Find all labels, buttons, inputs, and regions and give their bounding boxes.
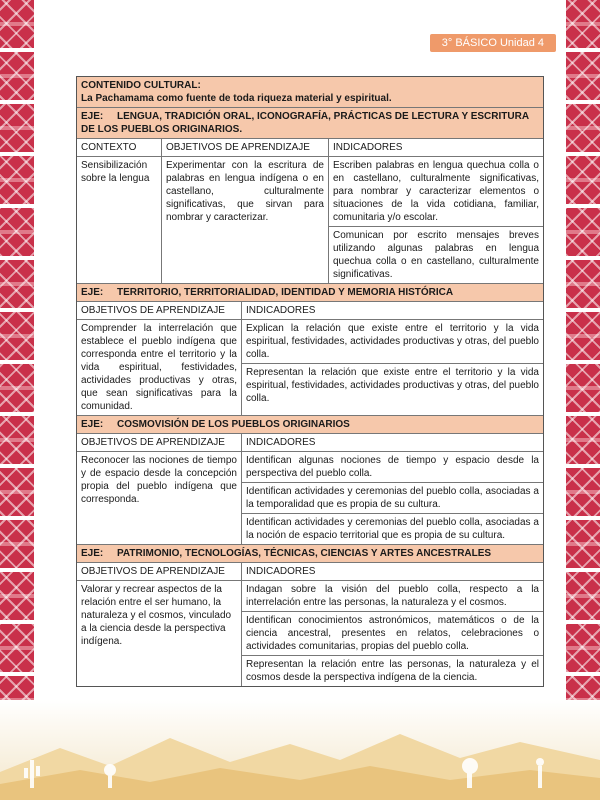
eje1-indicator-2: Comunican por escrito mensajes breves utilizando algunas palabras en lengua quechua colla o en castellano, culturalmente significativas. [333,230,539,280]
eje4-indicators [242,581,543,686]
eje1-header-indicators: INDICADORES [333,142,403,153]
eje2-indicator-2: Representan la relación que existe entre el territorio y la vida espiritual, festividades, actividades productivas y otras, del pueblo colla. [246,367,539,404]
eje2-indicators [242,320,543,415]
eje4-content-row [77,581,543,686]
eje4-band [77,545,543,563]
eje4-objective: Valorar y recrear aspectos de la relación entre el ser humano, la naturaleza y el cosmos, vinculado a la ciencia desde la perspectiva indígena. [77,581,242,686]
decorative-border-left [0,0,34,700]
eje2-title: TERRITORIO, TERRITORIALIDAD, IDENTIDAD Y MEMORIA HISTÓRICA [117,287,454,298]
eje2-header-indicators: INDICADORES [246,305,316,316]
curriculum-table [76,76,544,687]
eje1-content-row [77,157,543,284]
eje3-label: EJE: [81,419,104,430]
eje3-indicator-2: Identifican actividades y ceremonias del pueblo colla, asociadas a la temporalidad que es propia de su cultura. [242,483,543,514]
eje4-header-indicators: INDICADORES [246,566,316,577]
eje1-title: LENGUA, TRADICIÓN ORAL, ICONOGRAFÍA, PRÁCTICAS DE LECTURA Y ESCRITURA DE LOS PUEBLOS ORIGINARIOS. [81,111,529,135]
eje3-objective: Reconocer las nociones de tiempo y de espacio desde la concepción propia del pueblo indígena que corresponda. [77,452,242,544]
eje3-indicator-3: Identifican actividades y ceremonias del pueblo colla, asociadas a la noción de espacio territorial que es propia de su cultura. [246,517,539,541]
eje4-indicator-3: Representan la relación entre las personas, la naturaleza y el cosmos desde la perspectiva indígena de la ciencia. [246,659,539,683]
eje1-header-context: CONTEXTO [77,139,162,156]
eje3-content-row [77,452,543,545]
eje1-indicators [329,157,543,283]
eje2-band [77,284,543,302]
eje3-indicator-1: Identifican algunas nociones de tiempo y espacio desde la perspectiva del pueblo colla. [242,452,543,483]
eje1-objective: Experimentar con la escritura de palabras en lengua indígena o en castellano, culturalmente significativas, que sirvan para nombrar y caracterizar. [162,157,329,283]
eje1-label: EJE: [81,111,104,122]
eje4-header-objectives: OBJETIVOS DE APRENDIZAJE [77,563,242,580]
eje1-header-row [77,139,543,157]
eje2-objective: Comprender la interrelación que establece el pueblo indígena que corresponda entre el territorio y la vida espiritual, festividades, actividades productivas y otras, que sean significativas para la comunidad. [77,320,242,415]
eje3-header-indicators: INDICADORES [246,437,316,448]
landscape-silhouette [0,700,600,800]
eje3-band [77,416,543,434]
eje3-title: COSMOVISIÓN DE LOS PUEBLOS ORIGINARIOS [117,419,350,430]
eje3-header-row [77,434,543,452]
eje4-indicator-1: Indagan sobre la visión del pueblo colla, respecto a la interrelación entre las personas, la naturaleza y el cosmos. [242,581,543,612]
eje2-header-objectives: OBJETIVOS DE APRENDIZAJE [77,302,242,319]
eje4-header-row [77,563,543,581]
eje1-context: Sensibilización sobre la lengua [77,157,162,283]
eje2-content-row [77,320,543,416]
eje4-title: PATRIMONIO, TECNOLOGÍAS, TÉCNICAS, CIENCIAS Y ARTES ANCESTRALES [117,548,492,559]
eje2-label: EJE: [81,287,104,298]
eje1-band [77,108,543,139]
cultural-content-band [77,77,543,108]
eje3-indicators [242,452,543,544]
eje1-header-objectives: OBJETIVOS DE APRENDIZAJE [162,139,329,156]
eje4-label: EJE: [81,548,104,559]
eje1-indicator-1: Escriben palabras en lengua quechua colla o en castellano, culturalmente significativas, para nombrar y caracterizar elementos o situaciones de la vida cotidiana, familiar, comunitaria y/o escolar. [329,157,543,227]
cultural-content-label: CONTENIDO CULTURAL: [81,80,201,91]
eje2-indicator-1: Explican la relación que existe entre el territorio y la vida espiritual, festividades, actividades productivas y otras, del pueblo colla. [242,320,543,364]
grade-unit-tab: 3° BÁSICO Unidad 4 [430,34,556,52]
cultural-content-text: La Pachamama como fuente de toda riqueza material y espiritual. [81,93,392,104]
eje3-header-objectives: OBJETIVOS DE APRENDIZAJE [77,434,242,451]
decorative-border-right [566,0,600,700]
eje4-indicator-2: Identifican conocimientos astronómicos, matemáticos o de la ciencia ancestral, presentes en relatos, celebraciones o actividades comunitarias, propias del pueblo colla. [242,612,543,656]
eje2-header-row [77,302,543,320]
